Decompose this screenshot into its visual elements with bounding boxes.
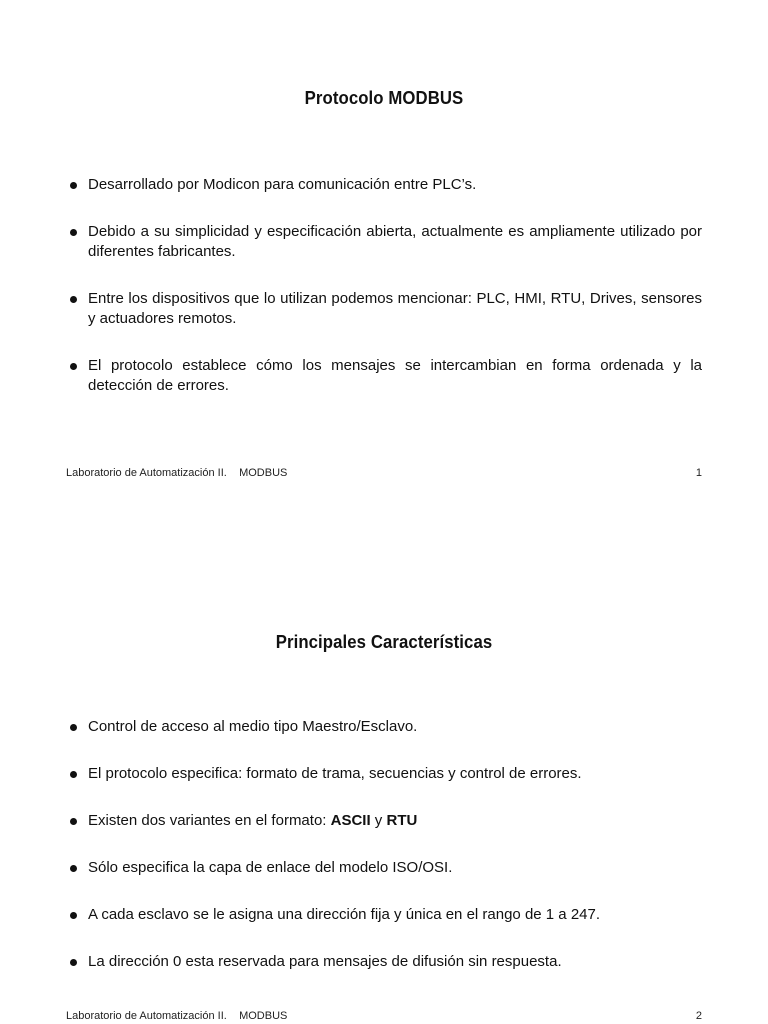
bullet-item	[66, 811, 702, 831]
bullet-dot-icon	[70, 912, 77, 919]
bullet-text: El protocolo especifica: formato de trama, secuencias y control de errores.	[88, 765, 582, 782]
slide-2	[0, 512, 768, 1024]
bullet-item	[66, 289, 702, 329]
bullet-list	[66, 175, 702, 423]
bullet-text: Entre los dispositivos que lo utilizan podemos mencionar: PLC, HMI, RTU, Drives, sensores y actuadores remotos.	[88, 290, 702, 327]
page-number: 1	[695, 467, 702, 479]
slide-title: Protocolo MODBUS	[304, 88, 464, 108]
bullet-item	[66, 175, 702, 195]
slide-title: Principales Características	[275, 632, 493, 652]
bullet-item	[66, 222, 702, 262]
page-number: 2	[695, 1010, 702, 1022]
bullet-dot-icon	[70, 771, 77, 778]
bullet-item	[66, 356, 702, 396]
bullet-text: Desarrollado por Modicon para comunicación entre PLC’s.	[88, 176, 477, 193]
footer-course-text: Laboratorio de Automatización II.	[66, 1010, 227, 1022]
bullet-item	[66, 952, 702, 972]
bullet-dot-icon	[70, 296, 77, 303]
bullet-dot-icon	[70, 182, 77, 189]
footer-topic: MODBUS	[239, 467, 288, 479]
footer-course	[66, 1010, 287, 1022]
bullet-text: Control de acceso al medio tipo Maestro/Esclavo.	[88, 718, 418, 735]
bullet-text: Debido a su simplicidad y especificación abierta, actualmente es ampliamente utilizado por diferentes fabricantes.	[88, 223, 702, 260]
bullet-text: La dirección 0 esta reservada para mensajes de difusión sin respuesta.	[88, 953, 562, 970]
bullet-text: El protocolo establece cómo los mensajes se intercambian en forma ordenada y la detección de errores.	[88, 357, 702, 394]
footer-course-text: Laboratorio de Automatización II.	[66, 467, 227, 479]
variant-ascii: ASCII	[330, 812, 371, 829]
bullet-dot-icon	[70, 724, 77, 731]
footer-course	[66, 467, 287, 479]
bullet-text	[88, 811, 702, 831]
bullet-dot-icon	[70, 229, 77, 236]
bullet-dot-icon	[70, 363, 77, 370]
bullet-dot-icon	[70, 865, 77, 872]
bullet-text: Sólo especifica la capa de enlace del modelo ISO/OSI.	[88, 859, 453, 876]
bullet-text: A cada esclavo se le asigna una dirección fija y única en el rango de 1 a 247.	[88, 906, 601, 923]
bullet-item	[66, 764, 702, 784]
footer-topic: MODBUS	[239, 1010, 288, 1022]
bullet-item	[66, 858, 702, 878]
bullet-dot-icon	[70, 959, 77, 966]
bullet-dot-icon	[70, 818, 77, 825]
variant-rtu: RTU	[386, 812, 418, 829]
bullet-item	[66, 905, 702, 925]
bullet-text-mid: y	[370, 812, 387, 829]
bullet-list	[66, 717, 702, 999]
bullet-text-prefix: Existen dos variantes en el formato:	[88, 812, 331, 829]
bullet-item	[66, 717, 702, 737]
